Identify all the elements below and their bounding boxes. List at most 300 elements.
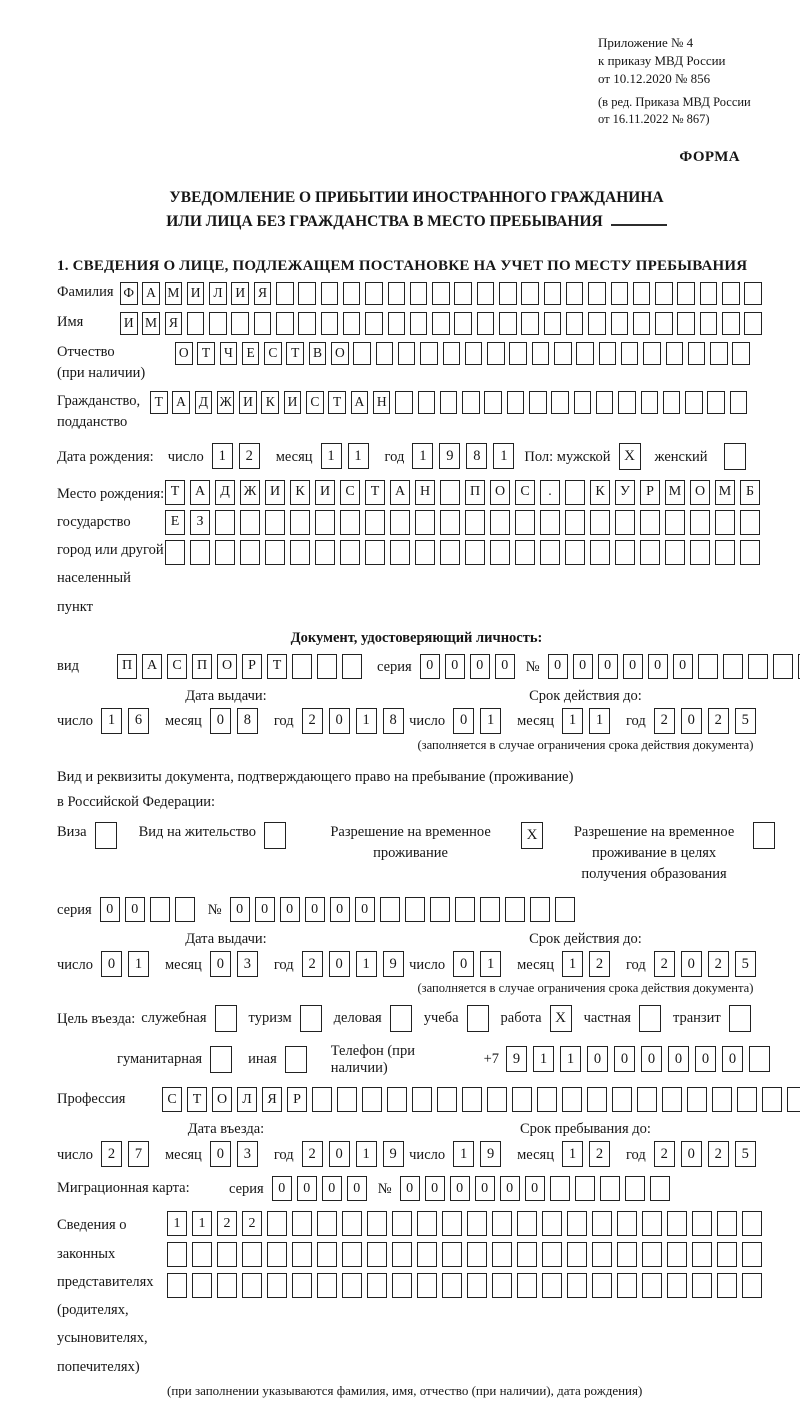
char-cell[interactable] <box>700 282 718 305</box>
char-cell[interactable] <box>744 312 762 335</box>
char-cell[interactable]: 9 <box>439 443 460 469</box>
entry-year[interactable] <box>302 1141 410 1167</box>
char-cell[interactable]: 1 <box>128 951 149 977</box>
doc-valid-day[interactable] <box>453 708 507 734</box>
char-cell[interactable] <box>317 1273 337 1298</box>
char-cell[interactable]: 0 <box>681 951 702 977</box>
char-cell[interactable]: 0 <box>330 897 350 922</box>
char-cell[interactable]: Р <box>287 1087 307 1112</box>
char-cell[interactable] <box>442 1211 462 1236</box>
char-cell[interactable]: О <box>490 480 510 505</box>
char-cell[interactable] <box>342 1242 362 1267</box>
char-cell[interactable]: 9 <box>383 1141 404 1167</box>
char-cell[interactable] <box>367 1211 387 1236</box>
char-cell[interactable]: 1 <box>453 1141 474 1167</box>
char-cell[interactable]: О <box>690 480 710 505</box>
char-cell[interactable] <box>655 312 673 335</box>
char-cell[interactable] <box>462 1087 482 1112</box>
char-cell[interactable]: 2 <box>708 1141 729 1167</box>
char-cell[interactable] <box>276 282 294 305</box>
char-cell[interactable] <box>321 312 339 335</box>
char-cell[interactable] <box>742 1211 762 1236</box>
char-cell[interactable] <box>521 282 539 305</box>
char-cell[interactable]: X <box>550 1005 572 1032</box>
char-cell[interactable]: . <box>540 480 560 505</box>
char-cell[interactable] <box>530 897 550 922</box>
char-cell[interactable]: 0 <box>329 708 350 734</box>
char-cell[interactable]: Н <box>373 391 391 414</box>
char-cell[interactable] <box>317 1242 337 1267</box>
char-cell[interactable] <box>567 1211 587 1236</box>
purpose-study-checkbox[interactable] <box>467 1005 489 1032</box>
char-cell[interactable] <box>465 510 485 535</box>
char-cell[interactable] <box>353 342 371 365</box>
char-cell[interactable] <box>440 480 460 505</box>
char-cell[interactable] <box>417 1273 437 1298</box>
char-cell[interactable] <box>615 540 635 565</box>
char-cell[interactable]: 2 <box>708 951 729 977</box>
residence-valid-month[interactable] <box>562 951 616 977</box>
residence-issue-month[interactable] <box>210 951 264 977</box>
char-cell[interactable] <box>729 1005 751 1032</box>
char-cell[interactable] <box>420 342 438 365</box>
char-cell[interactable] <box>565 540 585 565</box>
char-cell[interactable] <box>748 654 768 679</box>
char-cell[interactable] <box>477 282 495 305</box>
char-cell[interactable] <box>432 312 450 335</box>
char-cell[interactable] <box>388 312 406 335</box>
char-cell[interactable] <box>467 1242 487 1267</box>
char-cell[interactable]: 0 <box>673 654 693 679</box>
char-cell[interactable] <box>642 1242 662 1267</box>
purpose-other-checkbox[interactable] <box>285 1046 307 1073</box>
char-cell[interactable]: Е <box>242 342 260 365</box>
char-cell[interactable] <box>787 1087 800 1112</box>
char-cell[interactable]: 0 <box>230 897 250 922</box>
char-cell[interactable]: 5 <box>735 708 756 734</box>
char-cell[interactable]: 0 <box>681 1141 702 1167</box>
char-cell[interactable] <box>443 342 461 365</box>
char-cell[interactable]: С <box>515 480 535 505</box>
firstname-cells[interactable] <box>120 312 767 335</box>
char-cell[interactable]: Л <box>209 282 227 305</box>
char-cell[interactable] <box>737 1087 757 1112</box>
char-cell[interactable]: З <box>190 510 210 535</box>
char-cell[interactable] <box>242 1242 262 1267</box>
char-cell[interactable] <box>365 510 385 535</box>
char-cell[interactable] <box>492 1242 512 1267</box>
char-cell[interactable]: П <box>117 654 137 679</box>
char-cell[interactable] <box>405 897 425 922</box>
char-cell[interactable] <box>565 510 585 535</box>
char-cell[interactable] <box>95 822 117 849</box>
stay-until-year[interactable] <box>654 1141 762 1167</box>
char-cell[interactable] <box>717 1242 737 1267</box>
char-cell[interactable]: 0 <box>475 1176 495 1201</box>
char-cell[interactable] <box>529 391 547 414</box>
char-cell[interactable] <box>490 510 510 535</box>
char-cell[interactable] <box>285 1046 307 1073</box>
char-cell[interactable]: 0 <box>255 897 275 922</box>
doc-series-cells[interactable] <box>420 654 520 679</box>
char-cell[interactable]: У <box>615 480 635 505</box>
char-cell[interactable] <box>480 897 500 922</box>
char-cell[interactable] <box>621 342 639 365</box>
char-cell[interactable] <box>692 1273 712 1298</box>
char-cell[interactable] <box>567 1242 587 1267</box>
char-cell[interactable]: 0 <box>329 951 350 977</box>
char-cell[interactable] <box>342 1273 362 1298</box>
char-cell[interactable] <box>432 282 450 305</box>
char-cell[interactable]: 2 <box>217 1211 237 1236</box>
char-cell[interactable] <box>575 1176 595 1201</box>
char-cell[interactable] <box>390 1005 412 1032</box>
doc-kind-cells[interactable] <box>117 654 367 679</box>
doc-issue-day[interactable] <box>101 708 155 734</box>
char-cell[interactable]: 2 <box>589 1141 610 1167</box>
char-cell[interactable] <box>687 1087 707 1112</box>
char-cell[interactable] <box>187 312 205 335</box>
char-cell[interactable] <box>722 282 740 305</box>
char-cell[interactable] <box>554 342 572 365</box>
char-cell[interactable]: 8 <box>466 443 487 469</box>
char-cell[interactable] <box>615 510 635 535</box>
char-cell[interactable] <box>677 312 695 335</box>
char-cell[interactable] <box>292 1242 312 1267</box>
char-cell[interactable] <box>484 391 502 414</box>
representatives-row1-cells[interactable] <box>167 1211 767 1236</box>
char-cell[interactable] <box>415 510 435 535</box>
char-cell[interactable]: И <box>265 480 285 505</box>
char-cell[interactable] <box>667 1211 687 1236</box>
char-cell[interactable] <box>690 510 710 535</box>
representatives-row3-cells[interactable] <box>167 1273 767 1298</box>
char-cell[interactable] <box>576 342 594 365</box>
char-cell[interactable] <box>398 342 416 365</box>
char-cell[interactable]: 2 <box>654 1141 675 1167</box>
char-cell[interactable]: 0 <box>280 897 300 922</box>
char-cell[interactable] <box>509 342 527 365</box>
doc-issue-month[interactable] <box>210 708 264 734</box>
char-cell[interactable] <box>712 1087 732 1112</box>
char-cell[interactable]: 0 <box>125 897 145 922</box>
char-cell[interactable]: 0 <box>355 897 375 922</box>
char-cell[interactable] <box>215 1005 237 1032</box>
char-cell[interactable] <box>292 654 312 679</box>
char-cell[interactable] <box>532 342 550 365</box>
char-cell[interactable]: 0 <box>641 1046 662 1072</box>
char-cell[interactable] <box>412 1087 432 1112</box>
char-cell[interactable]: 3 <box>237 1141 258 1167</box>
char-cell[interactable]: И <box>120 312 138 335</box>
char-cell[interactable]: 1 <box>356 951 377 977</box>
char-cell[interactable]: 2 <box>302 708 323 734</box>
residence-number-cells[interactable] <box>230 897 580 922</box>
char-cell[interactable]: К <box>290 480 310 505</box>
char-cell[interactable] <box>633 312 651 335</box>
char-cell[interactable]: О <box>331 342 349 365</box>
char-cell[interactable] <box>492 1273 512 1298</box>
char-cell[interactable] <box>590 540 610 565</box>
char-cell[interactable] <box>175 897 195 922</box>
char-cell[interactable]: Л <box>237 1087 257 1112</box>
char-cell[interactable]: А <box>390 480 410 505</box>
char-cell[interactable] <box>542 1242 562 1267</box>
char-cell[interactable]: 9 <box>480 1141 501 1167</box>
char-cell[interactable] <box>167 1273 187 1298</box>
char-cell[interactable] <box>388 282 406 305</box>
char-cell[interactable]: 5 <box>735 1141 756 1167</box>
doc-valid-month[interactable] <box>562 708 616 734</box>
char-cell[interactable]: 0 <box>548 654 568 679</box>
char-cell[interactable] <box>566 282 584 305</box>
char-cell[interactable] <box>667 1242 687 1267</box>
char-cell[interactable]: Т <box>197 342 215 365</box>
char-cell[interactable]: 0 <box>500 1176 520 1201</box>
visa-checkbox[interactable] <box>95 822 117 849</box>
char-cell[interactable]: Т <box>150 391 168 414</box>
char-cell[interactable] <box>639 1005 661 1032</box>
char-cell[interactable]: Т <box>286 342 304 365</box>
char-cell[interactable]: 0 <box>453 951 474 977</box>
migration-series-cells[interactable] <box>272 1176 372 1201</box>
char-cell[interactable] <box>707 391 725 414</box>
purpose-humanitarian-checkbox[interactable] <box>210 1046 232 1073</box>
char-cell[interactable] <box>217 1273 237 1298</box>
char-cell[interactable] <box>167 1242 187 1267</box>
char-cell[interactable]: П <box>465 480 485 505</box>
char-cell[interactable] <box>315 540 335 565</box>
char-cell[interactable] <box>440 510 460 535</box>
char-cell[interactable]: 1 <box>493 443 514 469</box>
char-cell[interactable]: А <box>142 282 160 305</box>
char-cell[interactable] <box>190 540 210 565</box>
purpose-official-checkbox[interactable] <box>215 1005 237 1032</box>
char-cell[interactable] <box>215 510 235 535</box>
char-cell[interactable] <box>467 1273 487 1298</box>
char-cell[interactable]: М <box>142 312 160 335</box>
char-cell[interactable] <box>692 1211 712 1236</box>
char-cell[interactable] <box>417 1242 437 1267</box>
char-cell[interactable]: 0 <box>470 654 490 679</box>
char-cell[interactable] <box>590 510 610 535</box>
char-cell[interactable] <box>544 312 562 335</box>
char-cell[interactable]: 0 <box>305 897 325 922</box>
char-cell[interactable] <box>231 312 249 335</box>
doc-valid-year[interactable] <box>654 708 762 734</box>
char-cell[interactable]: 0 <box>210 951 231 977</box>
birthplace-row1-cells[interactable] <box>165 480 765 505</box>
char-cell[interactable] <box>640 510 660 535</box>
char-cell[interactable] <box>317 1211 337 1236</box>
char-cell[interactable]: 0 <box>681 708 702 734</box>
char-cell[interactable] <box>567 1273 587 1298</box>
char-cell[interactable]: 0 <box>347 1176 367 1201</box>
char-cell[interactable]: 0 <box>101 951 122 977</box>
char-cell[interactable] <box>467 1005 489 1032</box>
char-cell[interactable]: 0 <box>722 1046 743 1072</box>
residence-valid-year[interactable] <box>654 951 762 977</box>
char-cell[interactable] <box>551 391 569 414</box>
char-cell[interactable] <box>342 1211 362 1236</box>
char-cell[interactable] <box>521 312 539 335</box>
char-cell[interactable] <box>267 1273 287 1298</box>
char-cell[interactable]: X <box>619 443 641 470</box>
char-cell[interactable]: В <box>309 342 327 365</box>
char-cell[interactable]: С <box>162 1087 182 1112</box>
char-cell[interactable]: 6 <box>128 708 149 734</box>
char-cell[interactable] <box>392 1273 412 1298</box>
char-cell[interactable] <box>753 822 775 849</box>
patronymic-cells[interactable] <box>175 342 755 365</box>
char-cell[interactable]: Т <box>328 391 346 414</box>
char-cell[interactable] <box>321 282 339 305</box>
char-cell[interactable] <box>209 312 227 335</box>
char-cell[interactable]: Д <box>215 480 235 505</box>
stay-until-day[interactable] <box>453 1141 507 1167</box>
char-cell[interactable] <box>592 1242 612 1267</box>
residence-issue-day[interactable] <box>101 951 155 977</box>
char-cell[interactable]: И <box>239 391 257 414</box>
char-cell[interactable] <box>380 897 400 922</box>
char-cell[interactable] <box>662 1087 682 1112</box>
char-cell[interactable] <box>342 654 362 679</box>
char-cell[interactable]: О <box>212 1087 232 1112</box>
char-cell[interactable] <box>710 342 728 365</box>
char-cell[interactable]: Е <box>165 510 185 535</box>
char-cell[interactable]: 2 <box>654 951 675 977</box>
char-cell[interactable]: М <box>165 282 183 305</box>
char-cell[interactable] <box>625 1176 645 1201</box>
char-cell[interactable] <box>298 312 316 335</box>
char-cell[interactable] <box>677 282 695 305</box>
char-cell[interactable]: И <box>231 282 249 305</box>
purpose-tourism-checkbox[interactable] <box>300 1005 322 1032</box>
char-cell[interactable]: М <box>715 480 735 505</box>
char-cell[interactable] <box>566 312 584 335</box>
char-cell[interactable]: С <box>340 480 360 505</box>
char-cell[interactable] <box>442 1242 462 1267</box>
char-cell[interactable] <box>392 1211 412 1236</box>
char-cell[interactable] <box>537 1087 557 1112</box>
char-cell[interactable] <box>417 1211 437 1236</box>
char-cell[interactable]: 0 <box>297 1176 317 1201</box>
char-cell[interactable] <box>540 540 560 565</box>
birthdate-month-cells[interactable] <box>321 443 375 469</box>
char-cell[interactable] <box>264 822 286 849</box>
birthplace-row2-cells[interactable] <box>165 510 765 535</box>
char-cell[interactable] <box>265 510 285 535</box>
char-cell[interactable] <box>465 342 483 365</box>
char-cell[interactable] <box>715 510 735 535</box>
char-cell[interactable] <box>587 1087 607 1112</box>
char-cell[interactable]: 0 <box>623 654 643 679</box>
char-cell[interactable] <box>515 540 535 565</box>
char-cell[interactable]: 1 <box>589 708 610 734</box>
char-cell[interactable] <box>550 1176 570 1201</box>
char-cell[interactable] <box>499 312 517 335</box>
migration-number-cells[interactable] <box>400 1176 675 1201</box>
char-cell[interactable]: Я <box>254 282 272 305</box>
char-cell[interactable] <box>315 510 335 535</box>
char-cell[interactable] <box>290 510 310 535</box>
doc-number-cells[interactable] <box>548 654 800 679</box>
char-cell[interactable] <box>717 1211 737 1236</box>
char-cell[interactable]: 0 <box>453 708 474 734</box>
char-cell[interactable] <box>592 1211 612 1236</box>
edu-residence-checkbox[interactable] <box>753 822 775 849</box>
char-cell[interactable]: 0 <box>573 654 593 679</box>
char-cell[interactable]: Ж <box>240 480 260 505</box>
char-cell[interactable]: 1 <box>212 443 233 469</box>
char-cell[interactable] <box>740 510 760 535</box>
birthdate-year-cells[interactable] <box>412 443 520 469</box>
char-cell[interactable] <box>685 391 703 414</box>
char-cell[interactable]: Т <box>267 654 287 679</box>
char-cell[interactable] <box>242 1273 262 1298</box>
char-cell[interactable] <box>517 1273 537 1298</box>
char-cell[interactable]: 9 <box>383 951 404 977</box>
char-cell[interactable] <box>492 1211 512 1236</box>
char-cell[interactable] <box>365 540 385 565</box>
char-cell[interactable]: А <box>351 391 369 414</box>
char-cell[interactable]: И <box>284 391 302 414</box>
char-cell[interactable] <box>192 1242 212 1267</box>
char-cell[interactable]: 0 <box>329 1141 350 1167</box>
char-cell[interactable] <box>487 1087 507 1112</box>
char-cell[interactable] <box>367 1273 387 1298</box>
char-cell[interactable]: 0 <box>322 1176 342 1201</box>
char-cell[interactable]: С <box>264 342 282 365</box>
char-cell[interactable]: 1 <box>167 1211 187 1236</box>
char-cell[interactable] <box>292 1211 312 1236</box>
char-cell[interactable]: 5 <box>735 951 756 977</box>
char-cell[interactable] <box>290 540 310 565</box>
birthdate-day-cells[interactable] <box>212 443 266 469</box>
char-cell[interactable]: А <box>190 480 210 505</box>
char-cell[interactable] <box>340 540 360 565</box>
char-cell[interactable] <box>641 391 659 414</box>
char-cell[interactable] <box>418 391 436 414</box>
char-cell[interactable] <box>292 1273 312 1298</box>
char-cell[interactable] <box>700 312 718 335</box>
entry-month[interactable] <box>210 1141 264 1167</box>
char-cell[interactable] <box>387 1087 407 1112</box>
char-cell[interactable]: 8 <box>237 708 258 734</box>
char-cell[interactable] <box>617 1242 637 1267</box>
char-cell[interactable]: 1 <box>562 1141 583 1167</box>
char-cell[interactable]: 2 <box>302 951 323 977</box>
char-cell[interactable] <box>744 282 762 305</box>
purpose-transit-checkbox[interactable] <box>729 1005 751 1032</box>
char-cell[interactable] <box>462 391 480 414</box>
char-cell[interactable] <box>410 312 428 335</box>
char-cell[interactable] <box>717 1273 737 1298</box>
char-cell[interactable] <box>217 1242 237 1267</box>
char-cell[interactable] <box>490 540 510 565</box>
char-cell[interactable] <box>715 540 735 565</box>
char-cell[interactable] <box>367 1242 387 1267</box>
char-cell[interactable] <box>617 1211 637 1236</box>
char-cell[interactable] <box>633 282 651 305</box>
char-cell[interactable]: С <box>306 391 324 414</box>
char-cell[interactable] <box>730 391 748 414</box>
char-cell[interactable]: Р <box>640 480 660 505</box>
char-cell[interactable]: 1 <box>562 708 583 734</box>
char-cell[interactable] <box>365 282 383 305</box>
char-cell[interactable]: 0 <box>495 654 515 679</box>
phone-cells[interactable] <box>506 1046 776 1072</box>
